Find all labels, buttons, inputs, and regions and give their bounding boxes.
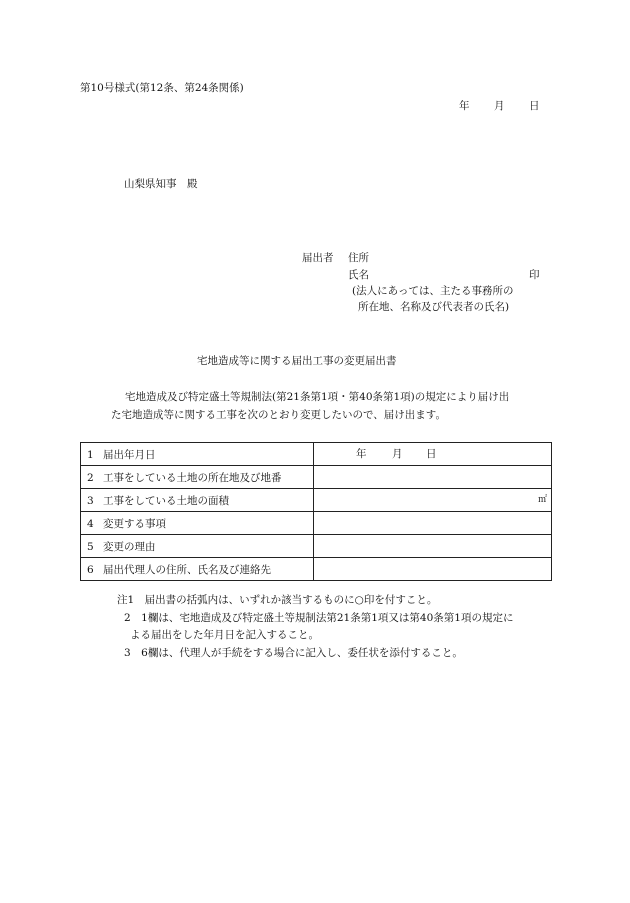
notifier-note-line1: (法人にあっては、主たる事務所の	[352, 285, 514, 297]
agent-info-field[interactable]	[314, 558, 552, 581]
seal-mark: 印	[529, 269, 540, 281]
row-label	[81, 512, 314, 535]
change-items-table	[80, 442, 552, 581]
land-area-field[interactable]	[314, 489, 552, 512]
note-3: 3 6欄は、代理人が手続をする場合に記入し、委任状を添付すること。	[124, 647, 463, 659]
row-label-text: 届出年月日	[103, 448, 156, 461]
notifier-note-line2: 所在地、名称及び代表者の氏名)	[358, 301, 510, 313]
row-label-text: 届出代理人の住所、氏名及び連絡先	[103, 563, 271, 576]
row-label	[81, 489, 314, 512]
table-row	[81, 466, 552, 489]
address-label: 住所	[348, 252, 369, 264]
row-label-text: 工事をしている土地の面積	[103, 494, 229, 507]
body-text-line2: た宅地造成等に関する工事を次のとおり変更したいので、届け出ます。	[111, 409, 446, 421]
row-number: 2	[87, 471, 94, 484]
table-row	[81, 535, 552, 558]
row-label-text: 変更する事項	[103, 517, 166, 530]
row-number: 4	[87, 517, 94, 530]
table-date-day: 日	[426, 448, 437, 460]
table-row	[81, 489, 552, 512]
land-location-field[interactable]	[314, 466, 552, 489]
notifier-label: 届出者	[302, 252, 334, 264]
date-year: 年	[459, 100, 470, 112]
row-label	[81, 535, 314, 558]
table-date-month: 月	[392, 448, 403, 460]
note-2-line2: よる届出をした年月日を記入すること。	[130, 629, 319, 641]
row-label	[81, 466, 314, 489]
table-row	[81, 512, 552, 535]
notification-date-field[interactable]	[314, 443, 552, 466]
row-number: 3	[87, 494, 94, 507]
date-month: 月	[494, 100, 505, 112]
change-reason-field[interactable]	[314, 535, 552, 558]
table-row	[81, 558, 552, 581]
table-row	[81, 443, 552, 466]
area-unit: ㎡	[537, 495, 547, 505]
note-2-line1: 2 1欄は、宅地造成及び特定盛土等規制法第21条第1項又は第40条第1項の規定に	[124, 612, 514, 624]
document-title: 宅地造成等に関する届出工事の変更届出書	[197, 355, 397, 367]
row-label-text: 変更の理由	[103, 540, 156, 553]
row-label	[81, 443, 314, 466]
row-number: 5	[87, 540, 94, 553]
note-1: 注1 届出書の括弧内は、いずれか該当するものに○印を付すこと。	[117, 594, 438, 606]
change-items-field[interactable]	[314, 512, 552, 535]
body-text-line1: 宅地造成及び特定盛土等規制法(第21条第1項・第40条第1項)の規定により届け出	[125, 391, 510, 403]
row-label-text: 工事をしている土地の所在地及び地番	[103, 471, 282, 484]
row-number: 6	[87, 563, 94, 576]
date-day: 日	[529, 100, 540, 112]
form-number: 第10号様式(第12条、第24条関係)	[80, 82, 244, 94]
name-label: 氏名	[348, 269, 369, 281]
table-date-year: 年	[356, 448, 367, 460]
addressee: 山梨県知事 殿	[124, 178, 198, 190]
row-label	[81, 558, 314, 581]
row-number: 1	[87, 448, 94, 461]
